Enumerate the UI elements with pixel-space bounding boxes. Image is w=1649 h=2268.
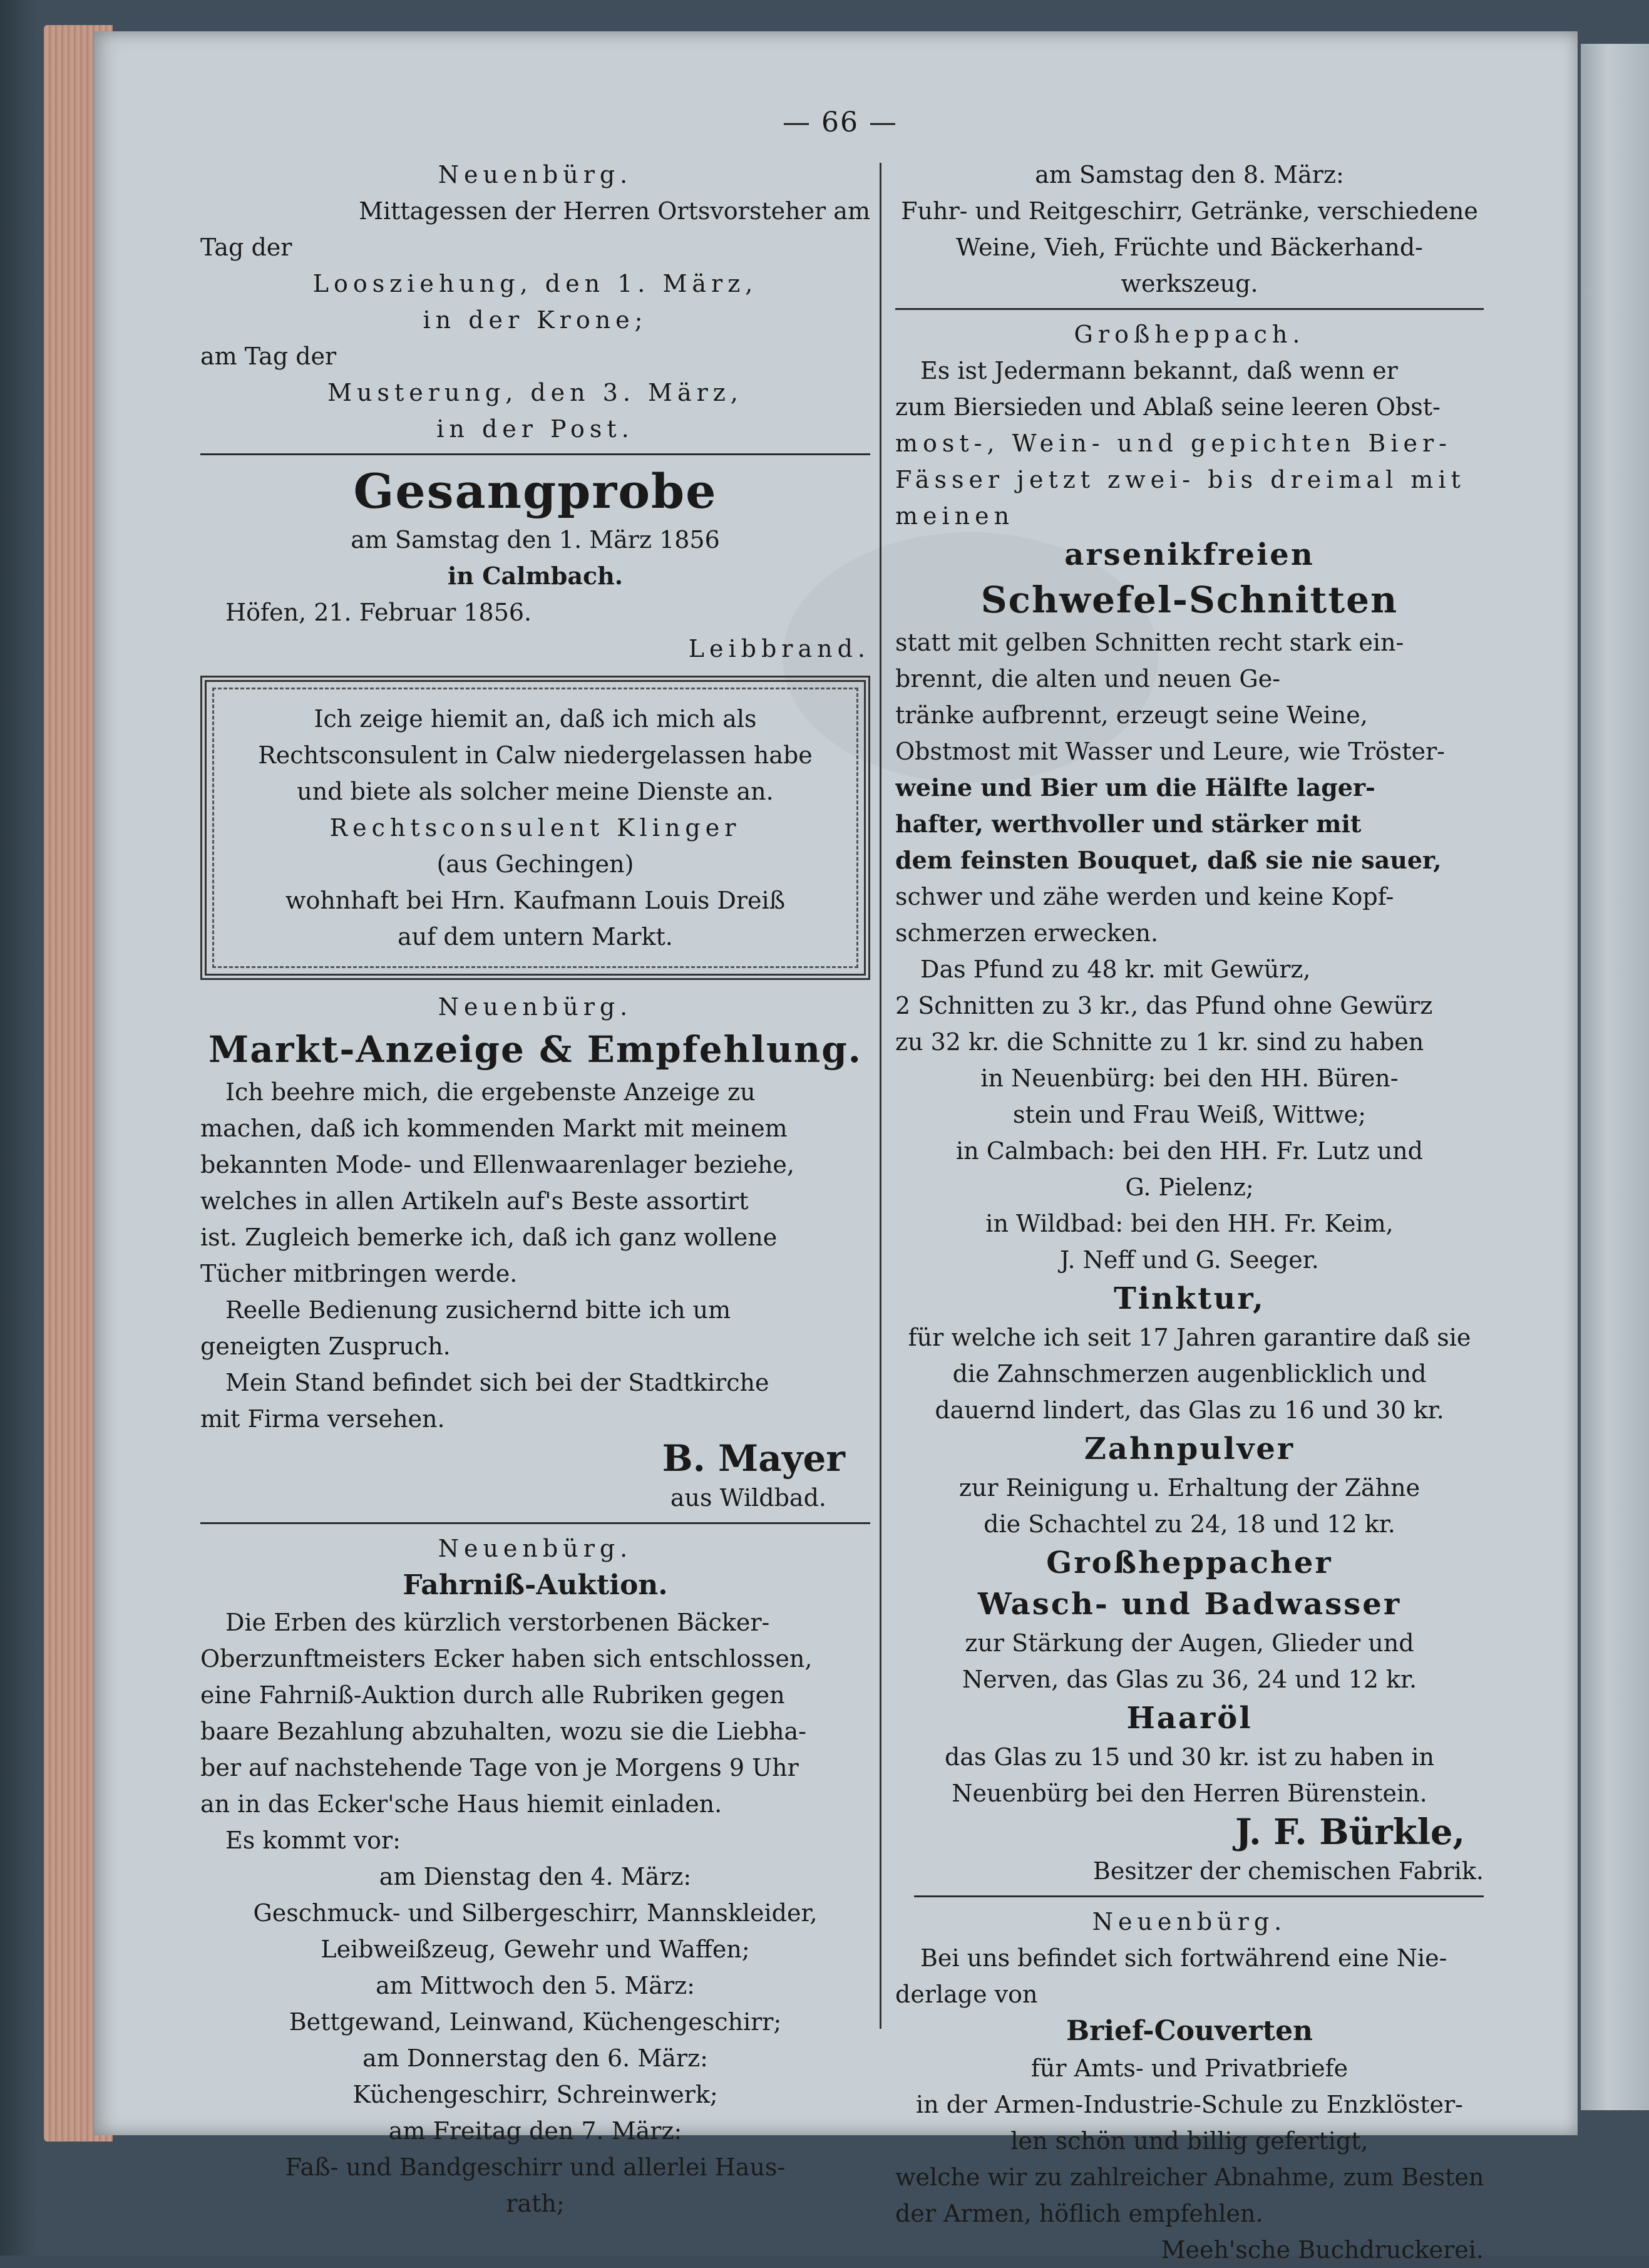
- text-line: Reelle Bedienung zusichernd bitte ich um: [225, 1296, 731, 1324]
- text-line: Nerven, das Glas zu 36, 24 und 12 kr.: [962, 1666, 1417, 1693]
- text-line: Musterung, den 3. März,: [327, 379, 743, 406]
- headline: Fahrniß-Auktion.: [403, 1569, 668, 1601]
- text-line: Oberzunftmeisters Ecker haben sich entschlossen,: [200, 1645, 813, 1673]
- text-line: baare Bezahlung abzuhalten, wozu sie die Liebha-: [200, 1718, 806, 1745]
- text-line: dauernd lindert, das Glas zu 16 und 30 kr.: [935, 1396, 1444, 1424]
- text-line: Küchengeschirr, Schreinwerk;: [352, 2081, 718, 2108]
- text-line: Ich beehre mich, die ergebenste Anzeige zu: [225, 1078, 756, 1106]
- text-line: Geschmuck- und Silbergeschirr, Mannskleider,: [253, 1899, 818, 1927]
- text-line: meinen: [895, 502, 1015, 530]
- text-line: für Amts- und Privatbriefe: [1030, 2054, 1348, 2082]
- text-line: am Freitag den 7. März:: [388, 2117, 682, 2145]
- text-line: in Calmbach.: [448, 562, 623, 590]
- notice-mittagessen: [200, 157, 870, 447]
- text-line: Tücher mitbringen werde.: [200, 1260, 518, 1287]
- text-line: zur Reinigung u. Erhaltung der Zähne: [958, 1474, 1420, 1502]
- text-line: rath;: [506, 2190, 565, 2217]
- notice-auktion-continued: [895, 157, 1484, 302]
- text-line: Ich zeige hiemit an, daß ich mich als: [314, 705, 757, 733]
- text-line: in Calmbach: bei den HH. Fr. Lutz und: [956, 1137, 1423, 1165]
- text-line: ber auf nachstehende Tage von je Morgens 9 Uhr: [200, 1754, 799, 1781]
- text-line: auf dem untern Markt.: [398, 923, 673, 951]
- text-line: in Wildbad: bei den HH. Fr. Keim,: [985, 1210, 1394, 1237]
- text-line: Mittagessen der Herren Ortsvorsteher am: [359, 197, 870, 225]
- text-line: Neuenbürg bei den Herren Bürenstein.: [952, 1780, 1427, 1807]
- headline: Schwefel-Schnitten: [980, 579, 1399, 621]
- text-line: am Samstag den 8. März:: [1035, 161, 1344, 188]
- place-heading: Neuenbürg.: [1092, 1908, 1287, 1936]
- text-line: schwer und zähe werden und keine Kopf-: [895, 883, 1394, 910]
- text-line: und biete als solcher meine Dienste an.: [297, 778, 774, 805]
- text-line: am Mittwoch den 5. März:: [376, 1972, 695, 1999]
- text-line: 2 Schnitten zu 3 kr., das Pfund ohne Gewürz: [895, 992, 1433, 1019]
- notice-markt-anzeige: [200, 989, 870, 1516]
- text-line: (aus Gechingen): [436, 850, 634, 878]
- text-line: am Dienstag den 4. März:: [379, 1863, 692, 1890]
- text-line: welches in allen Artikeln auf's Beste assortirt: [200, 1187, 749, 1215]
- text-line: bekannten Mode- und Ellenwaarenlager beziehe,: [200, 1151, 794, 1178]
- advertiser-origin: aus Wildbad.: [670, 1484, 826, 1512]
- text-line: mit Firma versehen.: [200, 1405, 445, 1433]
- text-line: zum Biersieden und Ablaß seine leeren Obst-: [895, 393, 1441, 421]
- text-line: der Armen, höflich empfehlen.: [895, 2200, 1263, 2227]
- text-line: Loosziehung, den 1. März,: [312, 270, 758, 297]
- text-line: zur Stärkung der Augen, Glieder und: [965, 1629, 1414, 1657]
- text-line: Faß- und Bandgeschirr und allerlei Haus-: [285, 2153, 786, 2181]
- product-heading: Zahnpulver: [1084, 1431, 1295, 1466]
- headline: Markt-Anzeige & Empfehlung.: [208, 1028, 862, 1071]
- section-rule: [200, 453, 870, 455]
- text-line: statt mit gelben Schnitten recht stark ein-: [895, 629, 1404, 656]
- section-rule: [895, 308, 1484, 310]
- advertiser-name: J. F. Bürkle,: [1235, 1812, 1465, 1853]
- text-line: Rechtsconsulent Klinger: [329, 814, 741, 842]
- text-line: tränke aufbrennt, erzeugt seine Weine,: [895, 701, 1368, 729]
- headline: Gesangprobe: [353, 463, 717, 519]
- text-line: J. Neff und G. Seeger.: [1060, 1246, 1319, 1274]
- text-line: die Zahnschmerzen augenblicklich und: [952, 1360, 1427, 1388]
- notice-brief-couverten: [895, 1904, 1484, 2268]
- product-heading: Brief-Couverten: [1066, 2015, 1313, 2047]
- text-line: stein und Frau Weiß, Wittwe;: [1012, 1101, 1367, 1128]
- text-line: hafter, werthvoller und stärker mit: [895, 810, 1362, 838]
- notice-fahrniss-auktion: [200, 1530, 870, 2222]
- text-line: dem feinsten Bouquet, daß sie nie sauer,: [895, 846, 1442, 874]
- text-line: welche wir zu zahlreicher Abnahme, zum Besten: [895, 2163, 1484, 2191]
- text-line: werkszeug.: [1121, 270, 1258, 297]
- text-line: am Tag der: [200, 343, 337, 370]
- place-heading: Großheppach.: [1074, 321, 1305, 348]
- text-line: Mein Stand befindet sich bei der Stadtkirche: [225, 1369, 769, 1396]
- text-line: ist. Zugleich bemerke ich, daß ich ganz wollene: [200, 1224, 778, 1251]
- column-divider: [880, 163, 881, 2029]
- text-line: machen, daß ich kommenden Markt mit meinem: [200, 1115, 788, 1142]
- notice-gesangprobe: [200, 461, 870, 667]
- text-line: wohnhaft bei Hrn. Kaufmann Louis Dreiß: [285, 887, 786, 914]
- text-line: Es ist Jedermann bekannt, daß wenn er: [920, 357, 1398, 384]
- signature: Meeh'sche Buchdruckerei.: [1161, 2236, 1484, 2264]
- page-number: — 66 —: [783, 106, 898, 138]
- text-line: Bei uns befindet sich fortwährend eine Nie-: [920, 1944, 1447, 1972]
- text-line: weine und Bier um die Hälfte lager-: [895, 773, 1375, 802]
- text-line: die Schachtel zu 24, 18 und 12 kr.: [984, 1510, 1395, 1538]
- text-line: Leibweißzeug, Gewehr und Waffen;: [321, 1936, 750, 1963]
- product-heading: Großheppacher: [1046, 1545, 1333, 1580]
- text-line: am Samstag den 1. März 1856: [351, 526, 720, 554]
- product-heading: Wasch- und Badwasser: [977, 1587, 1402, 1622]
- text-line: in der Armen-Industrie-Schule zu Enzklöster-: [915, 2091, 1464, 2118]
- place-heading: Neuenbürg.: [438, 161, 633, 188]
- text-line: in der Post.: [436, 415, 634, 443]
- advertiser-name: B. Mayer: [662, 1437, 845, 1480]
- right-column: [895, 157, 1484, 2268]
- text-line: Rechtsconsulent in Calw niedergelassen habe: [258, 741, 813, 769]
- product-heading: Haaröl: [1126, 1701, 1253, 1736]
- facing-page-edge: [1581, 44, 1649, 2110]
- text-line: G. Pielenz;: [1125, 1173, 1254, 1201]
- text-line: an in das Ecker'sche Haus hiemit einladen.: [200, 1790, 722, 1818]
- signature: Leibbrand.: [688, 635, 870, 662]
- text-line: Fuhr- und Reitgeschirr, Getränke, verschiedene: [901, 197, 1478, 225]
- text-line: Bettgewand, Leinwand, Küchengeschirr;: [289, 2008, 782, 2036]
- text-line: schmerzen erwecken.: [895, 919, 1159, 947]
- text-line: Fässer jetzt zwei- bis dreimal mit: [895, 466, 1466, 493]
- place-heading: Neuenbürg.: [438, 1535, 633, 1562]
- text-line: zu 32 kr. die Schnitte zu 1 kr. sind zu haben: [895, 1028, 1424, 1056]
- text-line: für welche ich seit 17 Jahren garantire daß sie: [908, 1324, 1471, 1351]
- advertiser-role: Besitzer der chemischen Fabrik.: [1092, 1857, 1484, 1885]
- text-line: derlage von: [895, 1981, 1038, 2008]
- text-line: Weine, Vieh, Früchte und Bäckerhand-: [955, 234, 1424, 261]
- product-heading: Tinktur,: [1114, 1281, 1265, 1316]
- text-line: eine Fahrniß-Auktion durch alle Rubriken gegen: [200, 1681, 785, 1709]
- text-line: das Glas zu 15 und 30 kr. ist zu haben in: [945, 1743, 1434, 1771]
- text-line: Es kommt vor:: [225, 1827, 401, 1854]
- left-column: [200, 157, 870, 2222]
- text-line: Obstmost mit Wasser und Leure, wie Tröster-: [895, 738, 1445, 765]
- text-line: Die Erben des kürzlich verstorbenen Bäcker-: [225, 1609, 770, 1636]
- text-line: brennt, die alten und neuen Ge-: [895, 665, 1281, 693]
- notice-rechtsconsulent-box: [200, 676, 870, 980]
- text-line: am Donnerstag den 6. März:: [362, 2044, 708, 2072]
- text-line: in der Krone;: [423, 306, 648, 334]
- place-heading: Neuenbürg.: [438, 993, 633, 1021]
- section-rule: [200, 1522, 870, 1524]
- text-line: len schön und billig gefertigt,: [1010, 2127, 1369, 2155]
- text-line: Tag der: [200, 234, 292, 261]
- text-line: Höfen, 21. Februar 1856.: [225, 599, 532, 626]
- text-line: geneigten Zuspruch.: [200, 1332, 451, 1360]
- text-line: Das Pfund zu 48 kr. mit Gewürz,: [920, 956, 1311, 983]
- text-line: in Neuenbürg: bei den HH. Büren-: [980, 1064, 1399, 1092]
- section-rule: [914, 1895, 1484, 1897]
- notice-grossheppach: [895, 316, 1484, 1889]
- text-line: most-, Wein- und gepichten Bier-: [895, 430, 1452, 457]
- subheadline: arsenikfreien: [1064, 537, 1315, 572]
